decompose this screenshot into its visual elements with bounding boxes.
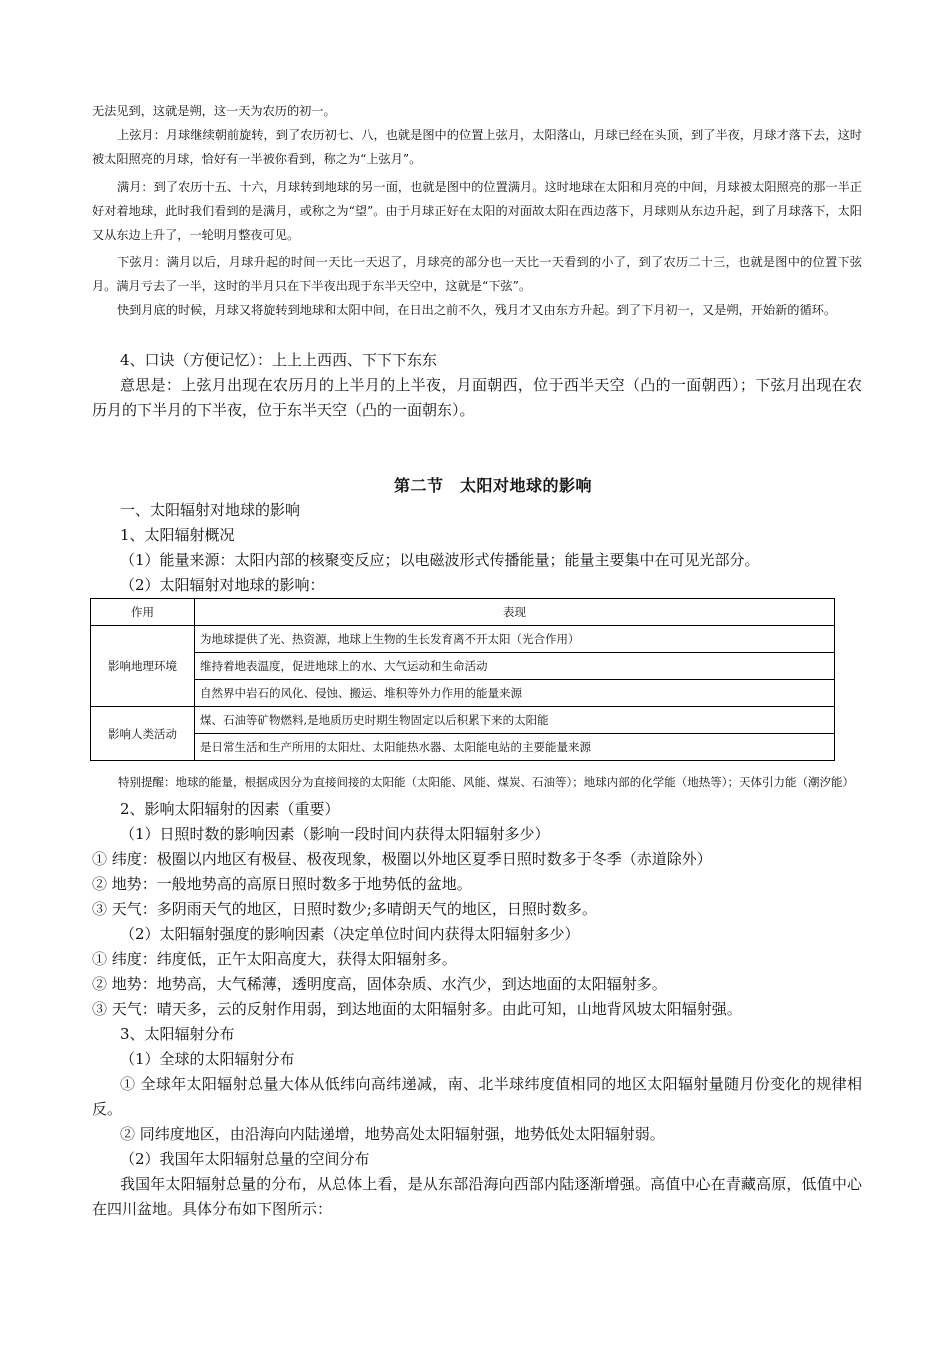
mnemonic-meaning: 意思是：上弦月出现在农历月的上半月的上半夜，月面朝西，位于西半天空（凸的一面朝西）；下弦月出现在农历月的下半月的下半夜，位于东半天空（凸的一面朝东）。 (92, 376, 862, 419)
heading-radiation-factors: 2、影响太阳辐射的因素（重要） (120, 800, 340, 818)
item-same-latitude-trend: ② 同纬度地区，由沿海向内陆递增，地势高处太阳辐射强，地势低处太阳辐射弱。 (120, 1125, 665, 1143)
table-cell: 是日常生活和生产所用的太阳灶、太阳能热水器、太阳能电站的主要能量来源 (195, 734, 835, 761)
effects-table (90, 598, 835, 761)
heading-radiation-distribution: 3、太阳辐射分布 (120, 1025, 235, 1043)
table-row (91, 626, 835, 653)
item-latitude-hours: ① 纬度：极圈以内地区有极昼、极夜现象，极圈以外地区夏季日照时数多于冬季（赤道除外） (92, 850, 712, 868)
special-note: 特别提醒：地球的能量，根据成因分为直接间接的太阳能（太阳能、风能、煤炭、石油等）；地球内部的化学能（地热等）；天体引力能（潮汐能） (118, 774, 854, 789)
table-cell: 维持着地表温度，促进地球上的水、大气运动和生命活动 (195, 653, 835, 680)
item-global-distribution: （1）全球的太阳辐射分布 (120, 1050, 295, 1068)
table-cell: 自然界中岩石的风化、侵蚀、搬运、堆积等外力作用的能量来源 (195, 680, 835, 707)
item-terrain-intensity: ② 地势：地势高，大气稀薄，透明度高，固体杂质、水汽少，到达地面的太阳辐射多。 (92, 975, 667, 993)
item-radiation-effects: （2）太阳辐射对地球的影响： (120, 576, 325, 594)
table-header-manifestation: 表现 (195, 599, 835, 626)
paragraph-new-moon-end: 无法见到，这就是朔，这一天为农历的初一。 (92, 104, 336, 118)
item-weather-intensity: ③ 天气：晴天多，云的反射作用弱，到达地面的太阳辐射多。由此可知，山地背风坡太阳辐射强。 (92, 1000, 742, 1018)
item-china-distribution: （2）我国年太阳辐射总量的空间分布 (120, 1150, 370, 1168)
paragraph-month-end: 快到月底的时候，月球又将旋转到地球和太阳中间，在日出之前不久，残月才又由东方升起。到了下月初一，又是朔，开始新的循环。 (117, 303, 837, 317)
table-group-label: 影响人类活动 (91, 707, 195, 761)
paragraph-full-moon: 满月：到了农历十五、十六，月球转到地球的另一面，也就是图中的位置满月。这时地球在太阳和月亮的中间，月球被太阳照亮的那一半正好对着地球，此时我们看到的是满月，或称之为“望”。由于月球正好在太阳的对面故太阳在西边落下，月球则从东边升起，到了月球落下，太阳又从东边上升了，一轮明月整夜可见。 (92, 180, 862, 242)
table-header-role: 作用 (91, 599, 195, 626)
paragraph-first-quarter: 上弦月：月球继续朝前旋转，到了农历初七、八，也就是图中的位置上弦月，太阳落山，月球已经在头顶，到了半夜，月球才落下去，这时被太阳照亮的月球，恰好有一半被你看到，称之为“上弦月”。 (92, 128, 862, 166)
table-cell: 为地球提供了光、热资源，地球上生物的生长发育离不开太阳（光合作用） (195, 626, 835, 653)
table-row (91, 734, 835, 761)
item-global-latitude-trend: ① 全球年太阳辐射总量大体从低纬向高纬递减，南、北半球纬度值相同的地区太阳辐射量随月份变化的规律相反。 (92, 1075, 862, 1118)
heading-solar-radiation-overview: 1、太阳辐射概况 (120, 526, 235, 544)
heading-solar-radiation-impact: 一、太阳辐射对地球的影响 (120, 501, 301, 519)
section-title: 第二节 太阳对地球的影响 (393, 476, 592, 495)
item-latitude-intensity: ① 纬度：纬度低，正午太阳高度大，获得太阳辐射多。 (92, 950, 457, 968)
item-terrain-hours: ② 地势：一般地势高的高原日照时数多于地势低的盆地。 (92, 875, 472, 893)
table-row (91, 707, 835, 734)
table-row (91, 653, 835, 680)
mnemonic-title: 4、口诀（方便记忆）：上上上西西、下下下东东 (120, 351, 438, 369)
item-radiation-intensity: （2）太阳辐射强度的影响因素（决定单位时间内获得太阳辐射多少） (120, 925, 580, 943)
table-row (91, 680, 835, 707)
paragraph-last-quarter: 下弦月：满月以后，月球升起的时间一天比一天迟了，月球亮的部分也一天比一天看到的小了，到了农历二十三，也就是图中的位置下弦月。满月亏去了一半，这时的半月只在下半夜出现于东半天空中，这就是“下弦”。 (92, 255, 862, 293)
item-energy-source: （1）能量来源：太阳内部的核聚变反应；以电磁波形式传播能量；能量主要集中在可见光部分。 (120, 551, 760, 569)
item-weather-hours: ③ 天气：多阴雨天气的地区，日照时数少;多晴朗天气的地区，日照时数多。 (92, 900, 597, 918)
table-header-row (91, 599, 835, 626)
table-group-label: 影响地理环境 (91, 626, 195, 707)
paragraph-china-distribution: 我国年太阳辐射总量的分布，从总体上看，是从东部沿海向西部内陆逐渐增强。高值中心在青藏高原，低值中心在四川盆地。具体分布如下图所示： (92, 1175, 862, 1218)
table-cell: 煤、石油等矿物燃料,是地质历史时期生物固定以后积累下来的太阳能 (195, 707, 835, 734)
item-sunshine-hours: （1）日照时数的影响因素（影响一段时间内获得太阳辐射多少） (120, 825, 550, 843)
